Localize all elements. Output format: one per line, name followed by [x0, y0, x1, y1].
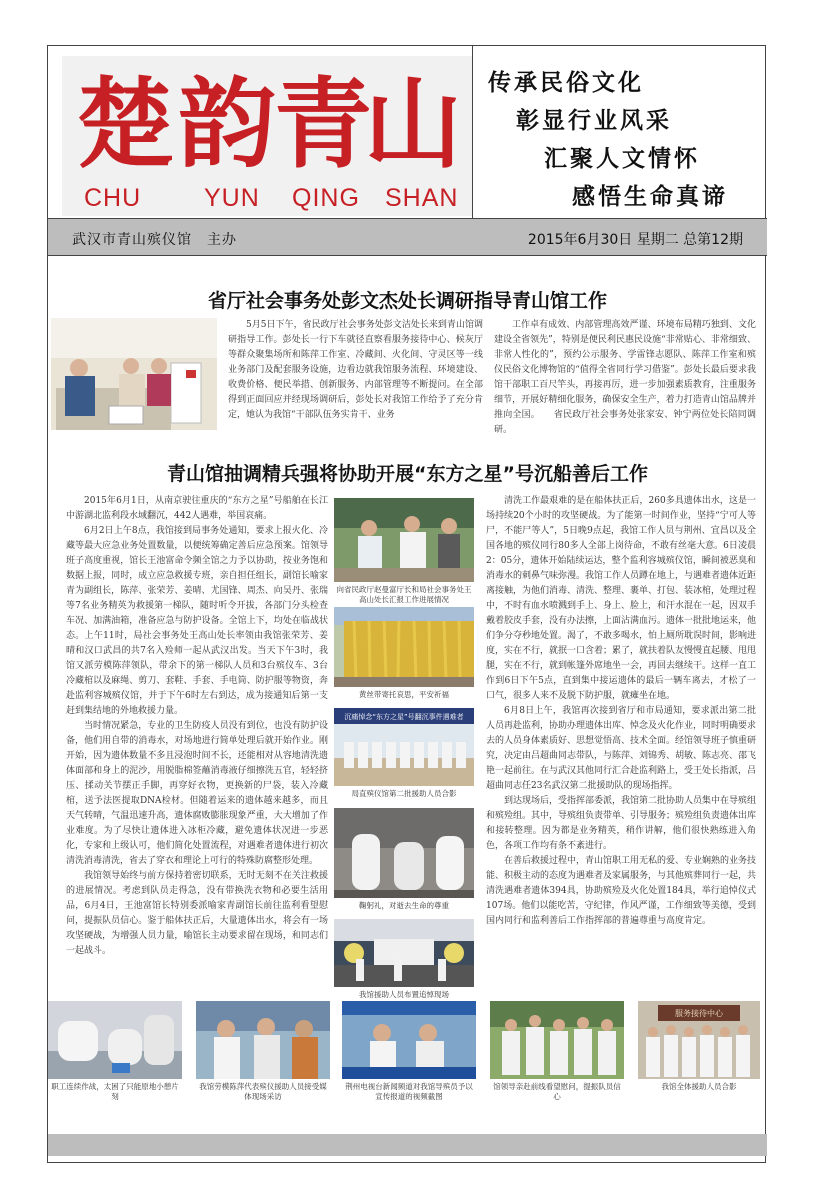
pinyin-label: CHU — [84, 184, 142, 212]
issue-info-bar — [48, 218, 767, 256]
photo-memorial — [334, 919, 474, 987]
slogan-line: 传承民俗文化 — [488, 70, 644, 96]
article2-paragraph: 在善后救援过程中，青山馆职工用无私的爱、专业娴熟的业务技能、积极主动的态度为遇难者及家属服务，与其他殡葬同行一起，共清洗遇难者遗体394具，协助殡殓及火化处置184具，举行追悼仪式107场。他们以能吃苦，守纪律，作风严谨，工作细致等美德，受到国内同行和监利善后工作指挥部的普遍尊重与高度肯定。 — [486, 856, 757, 926]
pinyin-label: YUN — [204, 184, 260, 212]
photo-yellow-ribbons — [334, 607, 474, 687]
photo-caption: 我馆劳模陈萍代表殡仪援助人员接受媒体现场采访 — [199, 1082, 327, 1101]
article2-paragraph: 到达现场后，受指挥部委派，我馆第二批协助人员集中在导殡组和殡殓组。其中，导殡组负责带单、引导服务；殡殓组负责遗体出库和接转整理。因为都是业务精英，稍作讲解，他们很快熟练进入角色，各项工作均有条不紊进行。 — [486, 796, 757, 851]
article2-column-3 — [486, 494, 756, 1054]
photo-caption: 我馆援助人员布置追悼现场 — [359, 990, 449, 999]
article1-photo — [51, 318, 217, 430]
slogan-line: 彰显行业风采 — [516, 108, 672, 134]
photo-caption: 我馆全体援助人员合影 — [661, 1082, 737, 1091]
article2-headline: 青山馆抽调精兵强将协助开展“东方之星”号沉船善后工作 — [167, 463, 648, 485]
article1-headline: 省厅社会事务处彭文杰处长调研指导青山馆工作 — [207, 290, 607, 312]
photo-caption: 局直殡仪馆第二批援助人员合影 — [351, 789, 457, 798]
publisher-label: 武汉市青山殡仪馆 主办 — [72, 232, 237, 248]
article1-column-1 — [228, 318, 483, 432]
article2-paragraph: 6月8日上午，我馆再次接到省厅和市局通知，要求派出第二批人员再赴监利，协助办理遗体出库、悼念及火化作业，同时明确要求去的人员身体素质好、思想觉悟高、技术全面。经馆领导班子慎重研究，决定由吕超曲同志带队，与陈萍、刘锦秀、胡敏、陈志亮、邵飞艳一起前往。在与武汉其他同行汇合赴监利路上，受王处长指派，吕超曲同志任23名武汉第二批援助队的现场指挥。 — [486, 706, 757, 791]
title-char: 山 — [364, 67, 463, 182]
bottom-photo-leader-visit — [490, 1001, 624, 1079]
article2-paragraph: 2015年6月1日，从南京驶往重庆的“东方之星”号船舶在长江中游湖北监利段水域翻沉，442人遇难，举国哀痛。 — [66, 496, 328, 521]
masthead-divider — [472, 46, 473, 218]
bottom-photo-group — [638, 1001, 760, 1079]
title-char: 楚 — [76, 67, 175, 182]
photo-caption: 鞠躬礼，对逝去生命的尊重 — [359, 901, 449, 910]
photo-report-meeting — [334, 498, 474, 582]
article1-text: 5月5日下午，省民政厅社会事务处彭文洁处长来到青山馆调研指导工作。彭处长一行下车就径直察看服务接待中心、候灰厅等群众聚集场所和陈萍工作室、冷藏间、火化间、守灵区等一线业务部门及配套服务设施，边看边就我馆服务流程、环境建设、收费价格、便民举措、创新服务、内部管理等不断提问。在全部得到正面回应并经现场调研后，彭处长对我馆工作给予了充分肯定，她认为我馆“干部队伍务实肯干、业务 — [228, 320, 483, 420]
issue-date: 2015年6月30日 星期二 总第12期 — [527, 232, 743, 248]
title-char: 青 — [274, 67, 373, 182]
photo-caption: 黄丝带寄托哀思，平安祈福 — [359, 690, 449, 699]
calligraphy-title — [62, 56, 472, 216]
pinyin-label: SHAN — [385, 184, 459, 212]
photo-team-banner — [334, 708, 474, 786]
article1-column-2 — [494, 318, 756, 435]
newspaper-page — [47, 45, 766, 1163]
banner-text: 沉痛悼念“东方之星”号翻沉事件遇难者 — [344, 713, 464, 721]
masthead — [48, 46, 767, 218]
slogan-line: 感悟生命真谛 — [572, 184, 728, 210]
title-char: 韵 — [178, 67, 277, 182]
photo-caption: 馆领导亲赴前线看望慰问，提振队员信心 — [493, 1082, 621, 1101]
article2-paragraph: 当时情况紧急，专业的卫生防疫人员没有到位，也没有防护设备，他们用自带的消毒水，对场地进行简单处理后就开始作业。刚开始，因为遗体数量不多且浸泡时间不长，还能相对从容地清洗遗体面部和身上的泥沙，用脱脂棉签蘸消毒液仔细擦洗五官，轻轻挤压、揉动关节摆正手脚，再穿好衣物，更换新的尸袋，装入冷藏棺，送予法医提取DNA检材。但随着运来的遗体越来越多，而且天气转晴，气温迅速升高，遗体腐败膨胀现象严重，大大增加了作业难度。为了尽快让遗体进入冰柜冷藏，避免遗体状况进一步恶化，专家和上级认可，他们简化处置流程，对遇难者遗体进行初次清洗消毒清洗，省去了穿衣和理论上可行的特殊防腐整形处理。 — [66, 721, 328, 866]
pinyin-label: QING — [292, 184, 360, 212]
bottom-photo-resting — [48, 1001, 182, 1079]
article2-paragraph: 我馆领导始终与前方保持着密切联系，无时无刻不在关注救援的进展情况。考虑到队员走得急，没有带换洗衣物和必要生活用品，6月4日，王池富馆长特别委派喻家青副馆长前往监利看望慰问，提振队员信心。鉴于船体扶正后，大量遗体出水，将会有一场攻坚硬战，为增强人员力量，喻馆长主动要求留在现场，和同志们一起战斗。 — [66, 871, 328, 956]
bottom-photo-tv-news — [342, 1001, 476, 1079]
photo-caption: 职工连续作战，太困了只能原地小憩片刻 — [51, 1082, 179, 1101]
bottom-photo-interview — [196, 1001, 330, 1079]
article2-paragraph: 清洗工作最艰难的是在船体扶正后，260多具遗体出水，这是一场持续20个小时的攻坚硬战。为了能第一时间作业，坚持“宁可人等尸，不能尸等人”，5日晚9点起，我馆工作人员与荆州、宜昌以及全国各地的殡仪同行80多人全部上岗待命，不敢有丝毫大意。6日凌晨2：05分，遗体开始陆续运达，整个监利容城殡仪馆，瞬间被恶臭和消毒水的刺鼻气味弥漫。我馆工作人员蹲在地上，与遇难者遗体近距离接触，为他们消毒、清洗、整理、裹单、打包、装冰棺，处理过程中，不时有血水喷溅到手上、身上、脸上，和汗水混在一起，因双手戴着胶皮手套，没有办法擦，上面沾满血污。遗体一批批地运来，他们争分夺秒地处置。渴了，不敢多喝水，怕上厕所耽误时间，影响进度，实在不行，就抿一口含着；累了，就扶着队友慢慢直起腰、甩甩腿，实在不行，就到帐篷外席地坐一会，再回去继续干。这样一直工作到6日下午5点，直到集中接运遗体的最后一辆车离去，才松了一口气，很多人来不及脱下防护服，就瘫坐在地。 — [486, 496, 757, 701]
slogan-line: 汇聚人文情怀 — [544, 146, 700, 172]
sign-text: 服务接待中心 — [675, 1009, 723, 1018]
article2-column-1 — [66, 494, 328, 1054]
photo-caption: 荆州电视台新闻频道对我馆导殡员予以宣传报道的视频截图 — [345, 1082, 473, 1101]
article2-paragraph: 6月2日上午8点，我馆接到局事务处通知，要求上报火化、冷藏等最大应急业务处置数量，以便统筹确定善后应急预案。馆领导班子高度重视，馆长王池富命令频全馆之力予以协助，按业务饱和数据上报，同时，成立应急救援专班，亲自担任组长，副馆长喻家青为副组长，陈萍、张荣芳、姜晴、尤国锋、周杰、向吴丹、张瑞等7名业务精英为救援第一梯队，随时听令开拔，各部门分头检查车况、加满油箱，准备应急与防护设备。全馆上下，均处在临战状态。上午11时，局社会事务处王高山处长率领由我馆张荣芳、姜晴和汉口武昌的共7名入殓师一起从武汉出发。当天下午3时，我馆又派劳模陈萍领队，带余下的第一梯队人员和3台殡仪车、3台冷藏棺以及麻绳、剪刀、套鞋、手套、手电筒、防护服等物资，奔赴监利容城殡仪馆，并于下午6时左右到达，成为接通知后第一支赶到集结地的外地救援力量。 — [66, 526, 328, 716]
bottom-bar — [48, 1134, 767, 1156]
article1-text: 工作卓有成效、内部管理高效严谨、环境布局精巧独到、文化建设全省领先”，特别是便民利民惠民设施“非常贴心、非常细致、非常人性化的”，预约公示服务、学雷锋志愿队、陈萍工作室和殡仪民俗文化博物馆的“值得全省同行学习借鉴”。彭处长最后要求我馆干部职工百尺竿头，再接再厉，进一步加强素质教育，注重服务细节，开展好精细化服务，确保安全生产，着力打造青山馆品牌并推向全国。 省民政厅社会事务处张家安、钟宁两位处长陪同调研。 — [494, 320, 756, 435]
photo-bowing — [334, 808, 474, 898]
photo-caption: 向省民政厅赵曼富厅长和局社会事务处王高山处长汇报工作进展情况 — [336, 585, 472, 604]
